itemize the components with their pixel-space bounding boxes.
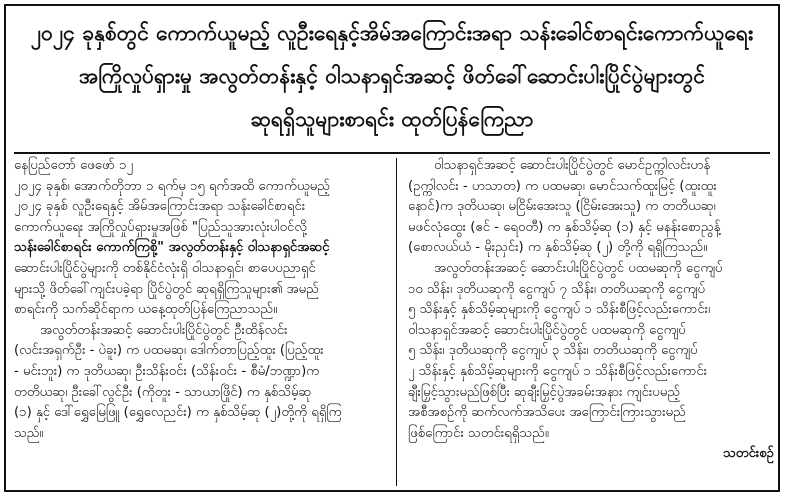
body-line: ကောက်ယူရေး အကြိုလှုပ်ရှားမှုအဖြစ် "ပြည်သူအားလုံးပါဝင်လို့ bbox=[14, 219, 307, 235]
body-line: ၁၀ သိန်း၊ ဒုတိယဆုကို ငွေကျပ် ၇ သိန်း၊ တတိယဆုကို ငွေကျပ် bbox=[408, 281, 706, 297]
headline-line-2: အကြိုလှုပ်ရှားမှု အလွတ်တန်းနှင့် ဝါသနာရှင်အဆင့် ဖိတ်ခေါ်ဆောင်းပါးပြိုင်ပွဲများတွင် bbox=[79, 64, 705, 88]
left-column bbox=[14, 156, 385, 488]
body-line: ၅ သိန်းနှင့် နှစ်သိမ့်ဆုများကို ငွေကျပ် ၁ သိန်းစီဖြင့်လည်းကောင်း၊ bbox=[408, 302, 711, 318]
body-line: အလွတ်တန်းအဆင့် ဆောင်းပါးပြိုင်ပွဲတွင် ဦးထိန်လင်း bbox=[40, 322, 288, 338]
body-line: များသို့ ဖိတ်ခေါ်ကျင်းပခဲ့ရာ ပြိုင်ပွဲတွင် ဆုရရှိကြသူများ၏ အမည် bbox=[14, 281, 319, 297]
body-line: မဖင်လုံထွေး (ဧင် - ရေဝတီ) က နှစ်သိမ့်ဆု (၁) နှင့် မနန်းစောညွန့် bbox=[408, 219, 721, 235]
headline-line-3: ဆုရရှိသူများစာရင်း ထုတ်ပြန်ကြေညာ bbox=[250, 107, 534, 131]
body-line: - မင်းဘူး) က ဒုတိယဆု၊ ဦးသိန်းဝင်း (သိန်းဝင်း - စီမံ/ဘဏ္ဍာ)က bbox=[14, 363, 320, 379]
body-line: အလွတ်တန်းအဆင့် ဆောင်းပါးပြိုင်ပွဲတွင် ပထမဆုကို ငွေကျပ် bbox=[434, 260, 723, 276]
dateline: နေပြည်တော် ဖေဖော် ၁၂ bbox=[14, 158, 133, 173]
headline-line-1: ၂၀၂၄ ခုနှစ်တွင် ကောက်ယူမည့် လူဦးရေနှင့်အိမ်အကြောင်းအရာ သန်းခေါင်စာရင်းကောက်ယူရေး bbox=[30, 21, 754, 45]
body-line: ချီးမြှင့်သွားမည်ဖြစ်ပြီး ဆုချီးမြှင့်ပွဲအခမ်းအနား ကျင်းပမည့် bbox=[408, 384, 681, 400]
body-line: (လင်းအရှက်ဦး - ပဲခူး) က ပထမဆု၊ ဒေါက်တာပြည့်ထူး (ပြည့်ထူး bbox=[14, 343, 324, 359]
body-line: ၂၀၂၄ ခုနှစ် လူဦးရေနှင့် အိမ်အကြောင်းအရာ သန်းခေါင်စာရင်း bbox=[14, 199, 306, 215]
headline-rule bbox=[14, 152, 770, 154]
article-frame bbox=[4, 4, 780, 492]
byline: သတင်းစဉ် bbox=[723, 446, 774, 462]
body-line: ၂ သိန်းနှင့် နှစ်သိမ့်ဆုများကို ငွေကျပ် ၁ သိန်းစီဖြင့်လည်းကောင်း bbox=[408, 363, 708, 379]
body-line: ၅ သိန်း၊ ဒုတိယဆုကို ငွေကျပ် ၃ သိန်း၊ တတိယဆုကို ငွေကျပ် bbox=[408, 343, 698, 359]
body-line: ဆောင်းပါးပြိုင်ပွဲများကို တစ်နိုင်ငံလုံးရှိ ဝါသနာရှင်၊ စာပေပညာရှင် bbox=[14, 260, 316, 276]
headline bbox=[14, 12, 770, 141]
right-column bbox=[408, 156, 774, 488]
body-line: စာရင်းကို သက်ဆိုင်ရာက ယနေ့ထုတ်ပြန်ကြေညာသည်။ bbox=[14, 302, 278, 318]
body-line: (စောလယ်ယံ - မိုးညှင်း) က နှစ်သိမ့်ဆု (၂) တို့ကို ရရှိကြသည်။ bbox=[408, 240, 708, 256]
body-line: ဖြစ်ကြောင်း သတင်းရရှိသည်။ bbox=[408, 425, 549, 441]
body-line: (၁) နှင့် ဒေါ်ရွှေမြေဖြူ (ရွှေလေညင်း) က နှစ်သိမ့်ဆု (၂)တို့ကို ရရှိကြ bbox=[14, 405, 342, 421]
body-line: ဝါသနာရှင်အဆင့် ဆောင်းပါးပြိုင်ပွဲတွင် မောင်ဥက္ကါလင်းဟန် bbox=[434, 158, 711, 173]
body-line: သည်။ bbox=[14, 425, 44, 441]
column-divider bbox=[396, 158, 397, 486]
body-line: ဝါသနာရှင်အဆင့် ဆောင်းပါးပြိုင်ပွဲတွင် ပထမဆုကို ငွေကျပ် bbox=[408, 322, 686, 338]
body-line: (ဥက္ကါလင်း - ဟသာတ) က ပထမဆု၊ မောင်သက်ထူးမြင့် (ထူးထူး bbox=[408, 178, 717, 194]
body-line: ၂၀၂၄ ခုနှစ်၊ အောက်တိုဘာ ၁ ရက်မှ ၁၅ ရက်အထိ ကောက်ယူမည့် bbox=[14, 178, 330, 194]
body-line: တတိယဆု၊ ဦးခေါ်လွင်ဦး (ကိုတူး - သာယာဖြိုင်) က နှစ်သိမ့်ဆု bbox=[14, 384, 312, 400]
body-line: သန်းခေါင်စာရင်း ကောက်ကြစို့" အလွတ်တန်းနှင့် ဝါသနာရှင်အဆင့် bbox=[14, 240, 330, 256]
body-line: နောင်)က ဒုတိယဆု၊ မငြိမ်းအေးသူ (ငြိမ်းအေးသူ) က တတိယဆု၊ bbox=[408, 199, 716, 215]
body-line: အစီအစဉ်ကို ဆက်လက်အသိပေး အကြောင်းကြားသွားမည် bbox=[408, 405, 686, 421]
